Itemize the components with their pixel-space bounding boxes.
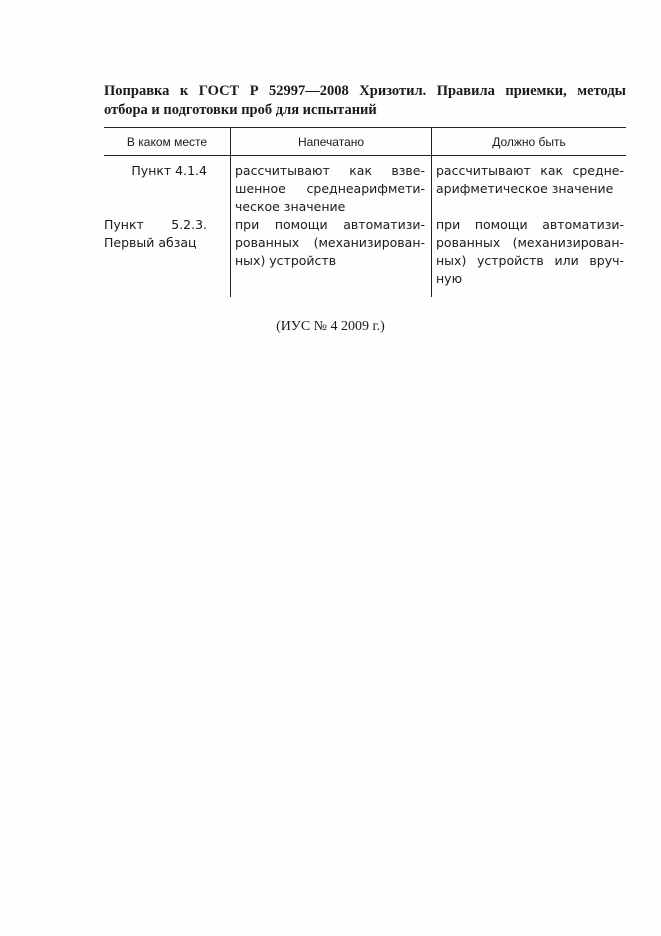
row1-printed-line-2: шенное среднеарифмети-	[235, 181, 425, 196]
row2-printed-line-3: ных) устройств	[235, 253, 337, 268]
row2-printed	[235, 216, 425, 270]
title-line-1: Поправка к ГОСТ Р 52997—2008 Хризотил. Правила приемки, методы	[104, 83, 626, 99]
row2-should-line-4: ную	[436, 271, 463, 286]
row1-should-line-2: арифметическое значение	[436, 181, 614, 196]
row1-place: Пункт 4.1.4	[131, 163, 207, 178]
publication-reference: (ИУС № 4 2009 г.)	[276, 319, 385, 334]
row2-printed-line-2: рованных (механизирован-	[235, 235, 425, 250]
row2-printed-line-1: при помощи автоматизи-	[235, 217, 425, 232]
row2-should-line-2: рованных (механизирован-	[436, 235, 624, 250]
title-line-2: отбора и подготовки проб для испытаний	[104, 102, 377, 118]
header-place: В каком месте	[126, 135, 208, 149]
row1-printed-line-3: ческое значение	[235, 199, 346, 214]
column-divider-1	[230, 156, 231, 297]
row2-should-be	[436, 216, 624, 288]
row2-should-line-1: при помощи автоматизи-	[436, 217, 624, 232]
column-divider-2	[431, 156, 432, 297]
row1-should-be	[436, 162, 624, 198]
header-printed: Напечатано	[297, 135, 365, 149]
header-should-be: Должно быть	[492, 135, 566, 149]
row2-should-line-3: ных) устройств или вруч-	[436, 253, 624, 268]
table-header-rule	[104, 155, 626, 156]
row2-place-line-2: Первый абзац	[104, 235, 197, 250]
table-top-rule	[104, 127, 626, 128]
row1-printed	[235, 162, 425, 216]
document-title	[104, 82, 626, 120]
row2-place-line-1: Пункт 5.2.3.	[104, 217, 207, 232]
row1-printed-line-1: рассчитывают как взве-	[235, 163, 425, 178]
row1-should-line-1: рассчитывают как средне-	[436, 163, 624, 178]
